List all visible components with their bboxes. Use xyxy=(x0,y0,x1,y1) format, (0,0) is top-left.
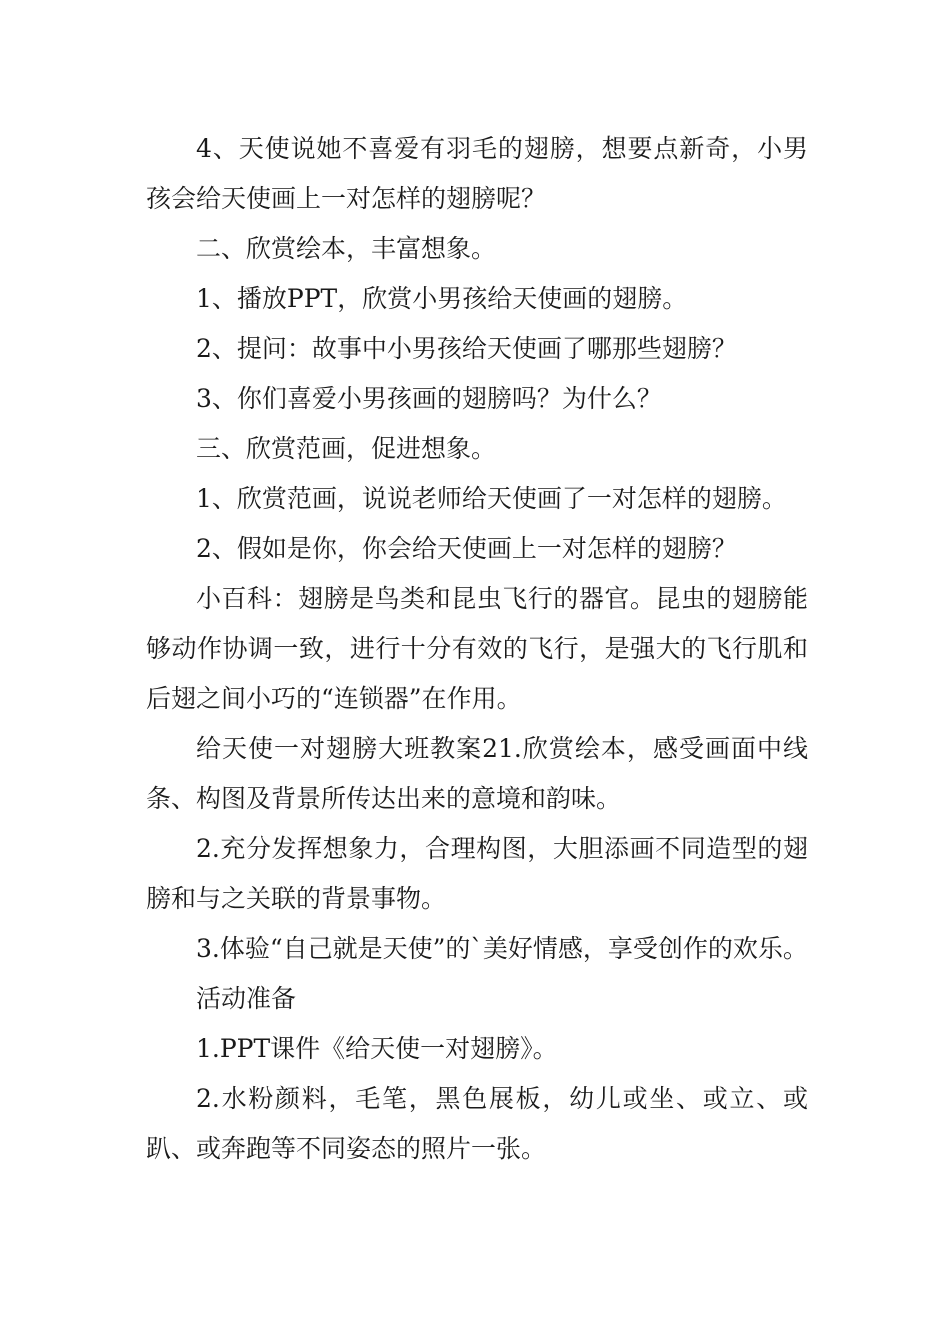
paragraph-goal-2: 2.充分发挥想象力，合理构图，大胆添画不同造型的翅膀和与之关联的背景事物。 xyxy=(146,834,808,913)
paragraph-step-3: 3、你们喜爱小男孩画的翅膀吗？为什么？ xyxy=(196,384,662,413)
section-heading-3: 三、欣赏范画，促进想象。 xyxy=(196,434,497,463)
paragraph-question-4: 4、天使说她不喜爱有羽毛的翅膀，想要点新奇，小男孩会给天使画上一对怎样的翅膀呢？ xyxy=(146,134,808,213)
paragraph-encyclopedia: 小百科：翅膀是鸟类和昆虫飞行的器官。昆虫的翅膀能够动作协调一致，进行十分有效的飞行，是强大的飞行肌和后翅之间小巧的“连锁器”在作用。 xyxy=(146,584,808,713)
document-body xyxy=(146,124,808,1174)
paragraph-sample-1: 1、欣赏范画，说说老师给天使画了一对怎样的翅膀。 xyxy=(196,484,787,513)
paragraph-prep-1: 1.PPT课件《给天使一对翅膀》。 xyxy=(196,1034,558,1063)
section-heading-preparation: 活动准备 xyxy=(196,984,297,1013)
paragraph-prep-2: 2.水粉颜料，毛笔，黑色展板，幼儿或坐、或立、或趴、或奔跑等不同姿态的照片一张。 xyxy=(146,1084,808,1163)
paragraph-step-1: 1、播放PPT，欣赏小男孩给天使画的翅膀。 xyxy=(196,284,688,313)
paragraph-sample-2: 2、假如是你，你会给天使画上一对怎样的翅膀？ xyxy=(196,534,737,563)
paragraph-goal-3: 3.体验“自己就是天使”的`美好情感，享受创作的欢乐。 xyxy=(196,934,808,963)
section-heading-2: 二、欣赏绘本，丰富想象。 xyxy=(196,234,497,263)
paragraph-goal-1: 给天使一对翅膀大班教案21.欣赏绘本，感受画面中线条、构图及背景所传达出来的意境和韵味。 xyxy=(146,734,808,813)
paragraph-step-2: 2、提问：故事中小男孩给天使画了哪那些翅膀？ xyxy=(196,334,737,363)
